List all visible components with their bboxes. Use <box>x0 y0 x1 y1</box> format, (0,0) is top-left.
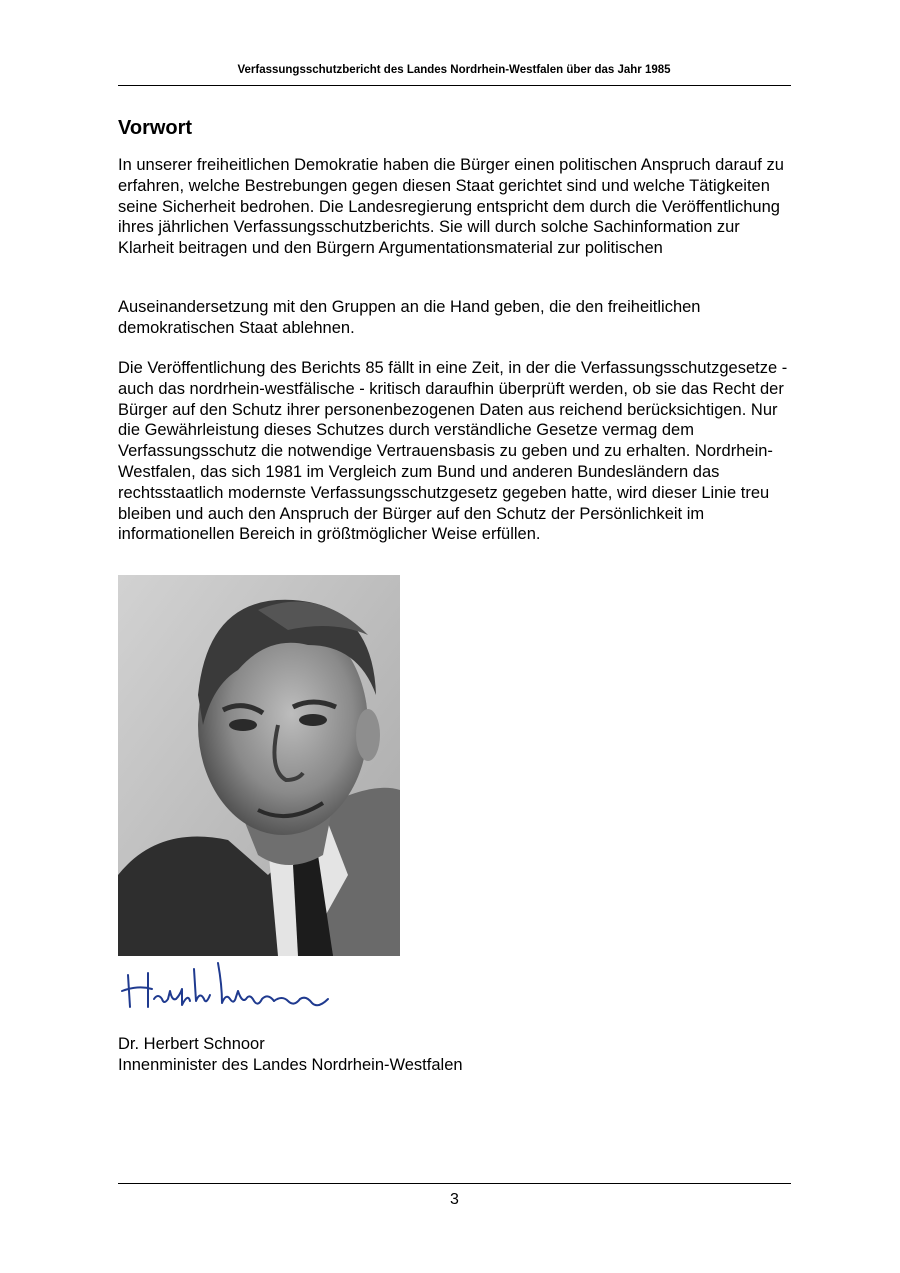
running-header: Verfassungsschutzbericht des Landes Nordrhein-Westfalen über das Jahr 1985 <box>237 64 671 76</box>
paragraph-2: Auseinandersetzung mit den Gruppen an die Hand geben, die den freiheitlichen demokratischen Staat ablehnen. <box>118 298 701 337</box>
signatory-role: Innenminister des Landes Nordrhein-Westfalen <box>118 1056 463 1074</box>
portrait-photo <box>118 575 400 956</box>
page-number: 3 <box>450 1191 459 1208</box>
header-rule <box>118 85 791 86</box>
section-title: Vorwort <box>118 117 193 139</box>
footer-rule <box>118 1183 791 1184</box>
paragraph-1: In unserer freiheitlichen Demokratie haben die Bürger einen politischen Anspruch darauf zu erfahren, welche Bestrebungen gegen diesen Staat gerichtet sind und welche Tätigkeiten seine Sicherheit bedrohen. Die Landesregierung entspricht dem durch die Veröffentlichung ihres jährlichen Verfassungsschutzberichts. Sie will durch solche Sachinformation zur Klarheit beitragen und den Bürgern Argumentationsmaterial zur politischen <box>118 156 784 258</box>
paragraph-3: Die Veröffentlichung des Berichts 85 fällt in eine Zeit, in der die Verfassungsschutzgesetze - auch das nordrhein-westfälische - kritisch daraufhin überprüft werden, ob sie das Recht der Bürger auf den Schutz ihrer personenbezogenen Daten aus reichend berücksichtigen. Nur die Gewährleistung dieses Schutzes durch verständliche Gesetze vermag dem Verfassungsschutz die notwendige Vertrauensbasis zu geben und zu erhalten. Nordrhein-Westfalen, das sich 1981 im Vergleich zum Bund und anderen Bundesländern das rechtsstaatlich modernste Verfassungsschutzgesetz gegeben hatte, wird dieser Linie treu bleiben und auch den Anspruch der Bürger auf den Schutz der Persönlichkeit im informationellen Bereich in größtmöglicher Weise erfüllen. <box>118 359 788 544</box>
handwritten-signature <box>118 955 358 1017</box>
signatory-name: Dr. Herbert Schnoor <box>118 1035 265 1053</box>
